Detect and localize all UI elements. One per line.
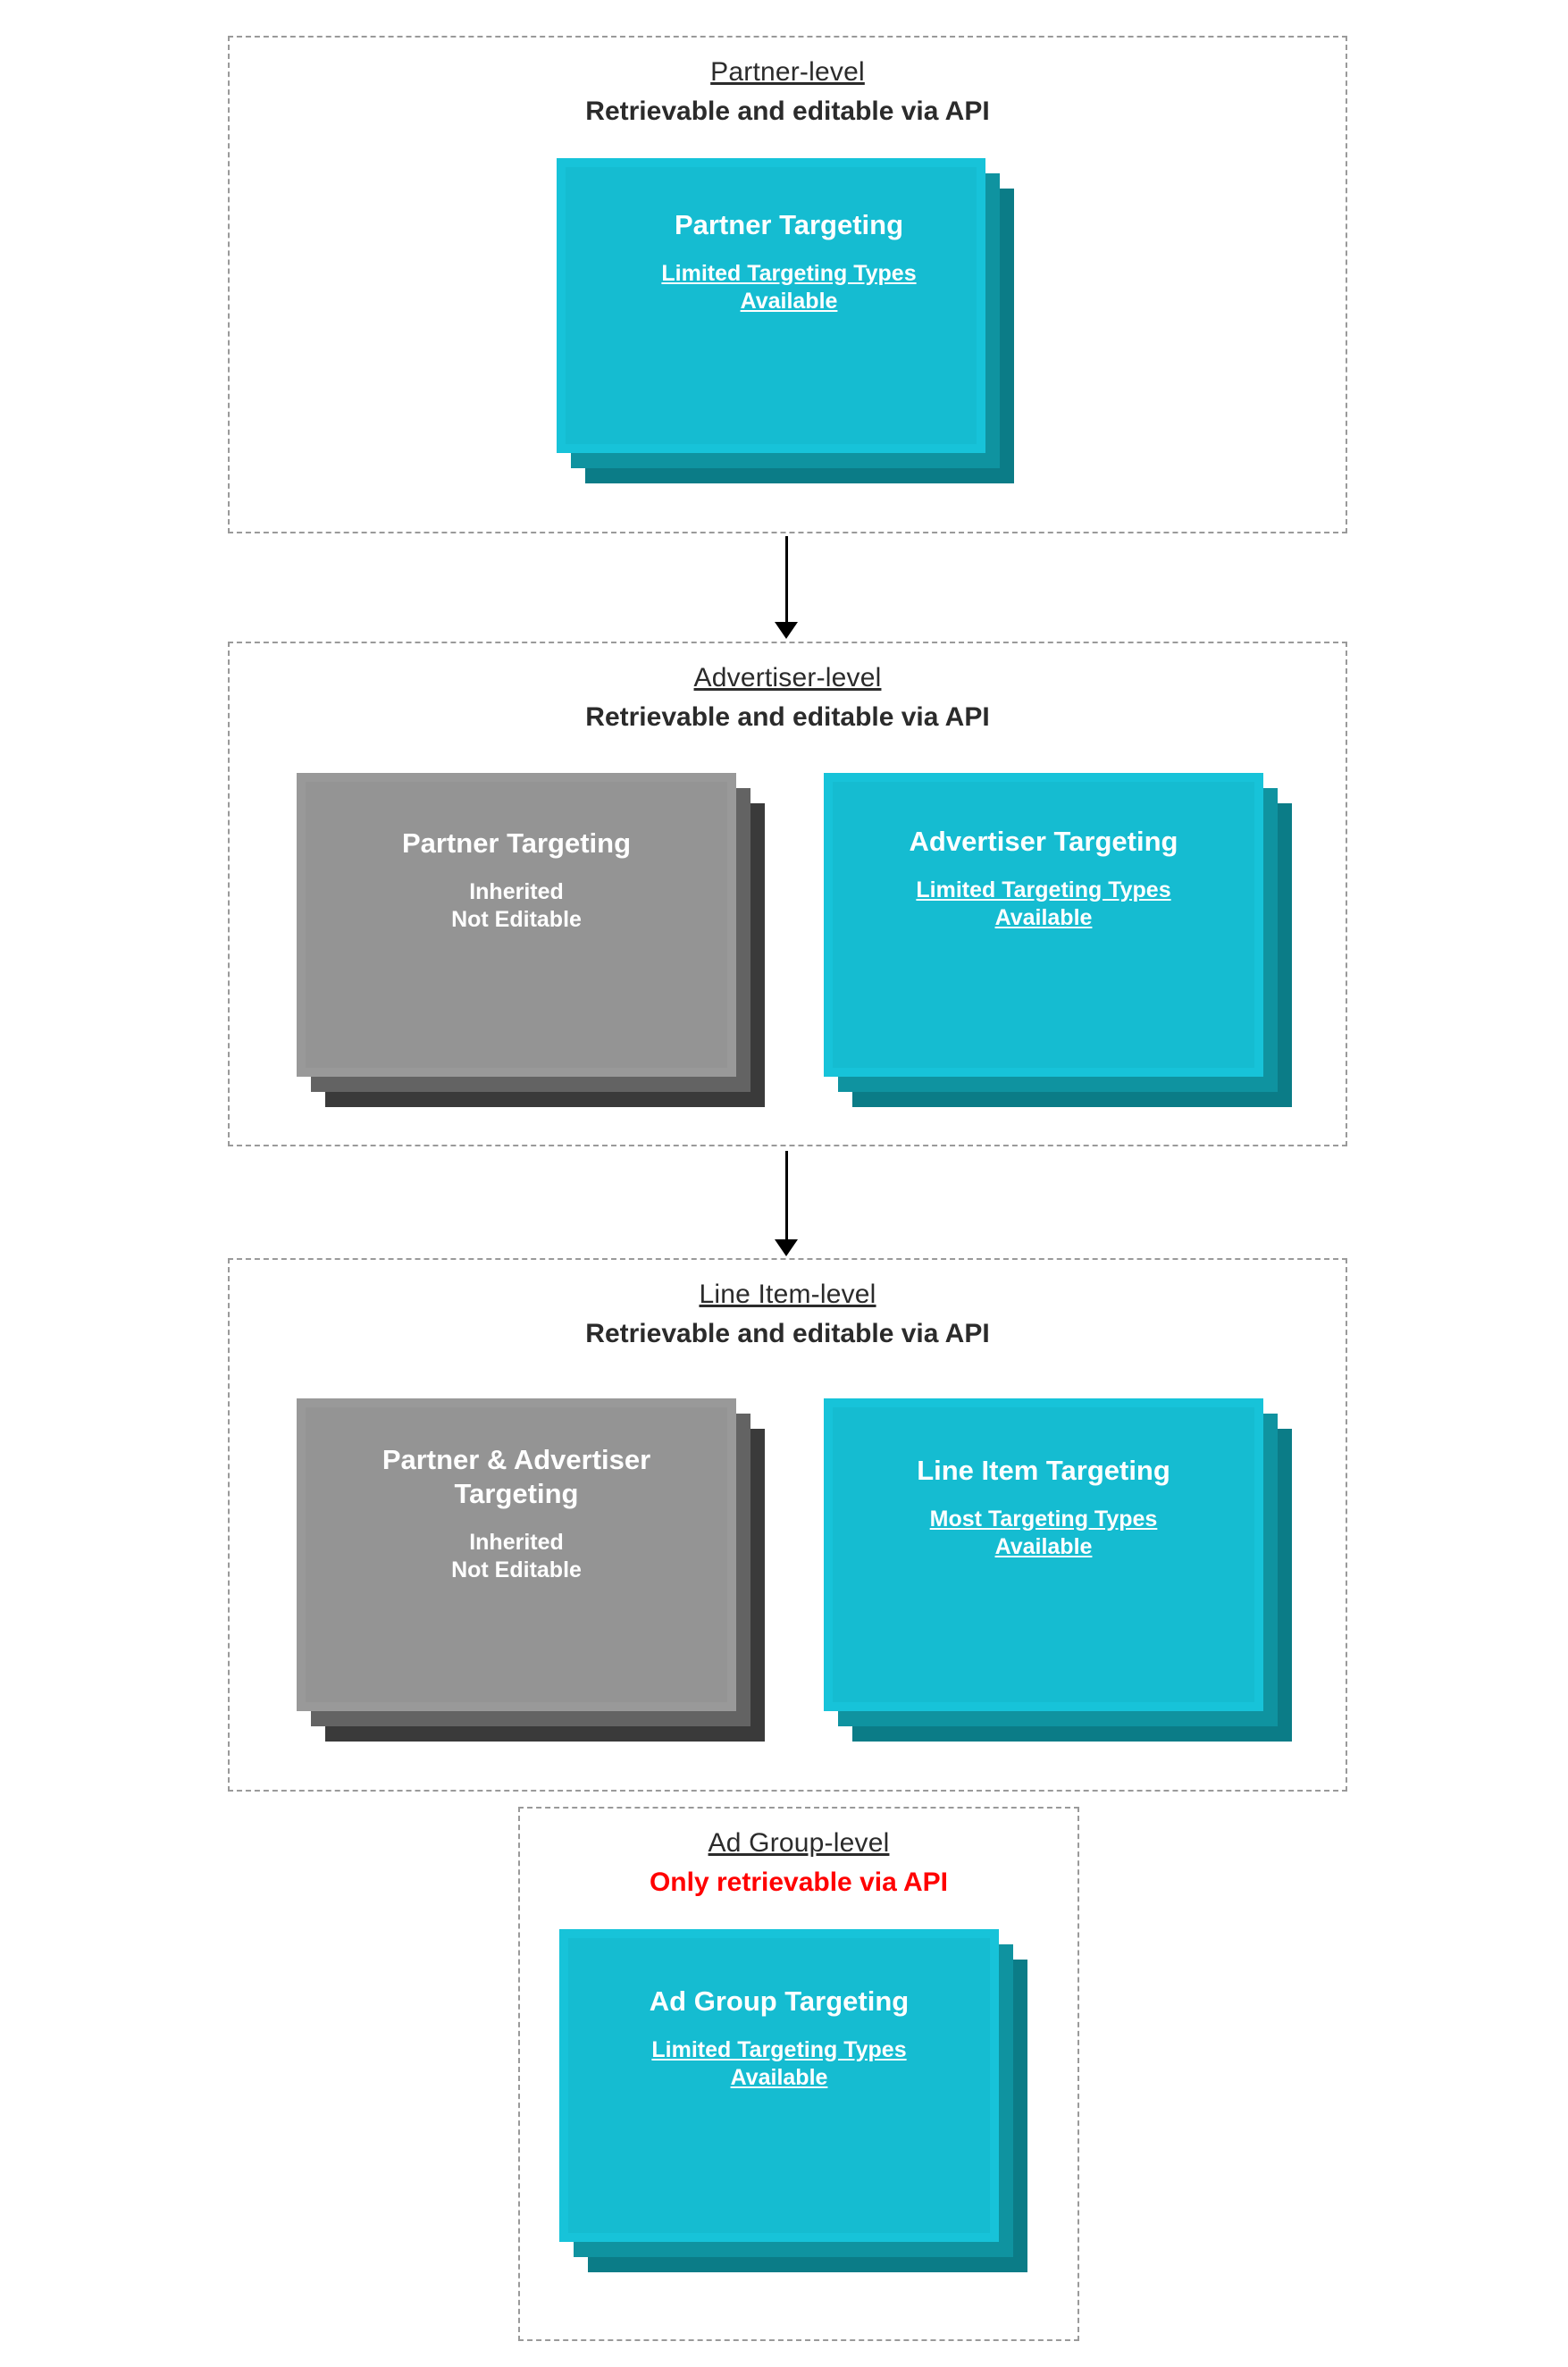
card-advertiser-targeting (824, 773, 1306, 1121)
card-inherited-partner-targeting-title: Partner Targeting (401, 827, 632, 859)
card-note-line-2: Available (994, 905, 1093, 931)
level-line-item (228, 1258, 1347, 1792)
card-inherited-partner-targeting-content (297, 827, 736, 934)
card-ad-group-targeting-content (559, 1985, 999, 2092)
card-note-line-1: Most Targeting Types (929, 1506, 1158, 1532)
level-ad-group-title: Ad Group-level (708, 1828, 890, 1858)
card-partner-targeting (557, 158, 1021, 493)
card-ad-group-targeting-title: Ad Group Targeting (649, 1985, 910, 2017)
card-inherited-partner-advertiser-targeting-note (332, 1529, 700, 1585)
card-partner-targeting-note (557, 260, 1021, 316)
card-inherited-partner-targeting (297, 773, 779, 1121)
card-note-line-1: Limited Targeting Types (661, 260, 917, 286)
card-ad-group-targeting-note (559, 2036, 999, 2093)
card-note-line-2: Not Editable (451, 907, 582, 933)
card-inherited-partner-advertiser-targeting-title: Partner & Advertiser Targeting (382, 1444, 651, 1509)
card-line-item-targeting-title: Line Item Targeting (917, 1455, 1170, 1486)
card-partner-targeting-content (557, 208, 1021, 315)
level-line-item-subtitle: Retrievable and editable via API (585, 1319, 990, 1348)
card-inherited-partner-advertiser-targeting-content (297, 1443, 736, 1584)
level-partner-subtitle: Retrievable and editable via API (585, 97, 990, 126)
card-advertiser-targeting-title: Advertiser Targeting (909, 826, 1178, 857)
card-note-line-1: Inherited (469, 878, 564, 904)
level-advertiser-title: Advertiser-level (693, 663, 882, 692)
card-note-line-1: Limited Targeting Types (651, 2036, 907, 2062)
card-note-line-2: Available (730, 2065, 828, 2091)
card-inherited-partner-targeting-note (297, 878, 736, 935)
card-note-line-1: Limited Targeting Types (916, 877, 1171, 902)
level-partner-title: Partner-level (710, 57, 865, 87)
card-partner-targeting-title: Partner Targeting (674, 209, 904, 240)
card-line-item-targeting-content (824, 1454, 1263, 1561)
level-ad-group (518, 1807, 1079, 2341)
level-line-item-title: Line Item-level (699, 1280, 876, 1309)
card-advertiser-targeting-note (824, 877, 1263, 933)
card-line-item-targeting (824, 1398, 1306, 1756)
card-advertiser-targeting-content (824, 825, 1263, 932)
level-advertiser-subtitle: Retrievable and editable via API (585, 702, 990, 732)
level-partner (228, 36, 1347, 533)
level-advertiser (228, 642, 1347, 1146)
card-note-line-2: Available (740, 289, 838, 315)
card-ad-group-targeting (559, 1929, 1042, 2287)
card-inherited-partner-advertiser-targeting (297, 1398, 779, 1756)
level-ad-group-subtitle: Only retrievable via API (649, 1868, 949, 1897)
card-note-line-2: Not Editable (451, 1557, 582, 1582)
card-line-item-targeting-note (824, 1506, 1263, 1562)
card-note-line-1: Inherited (469, 1529, 564, 1555)
card-note-line-2: Available (994, 1534, 1093, 1560)
